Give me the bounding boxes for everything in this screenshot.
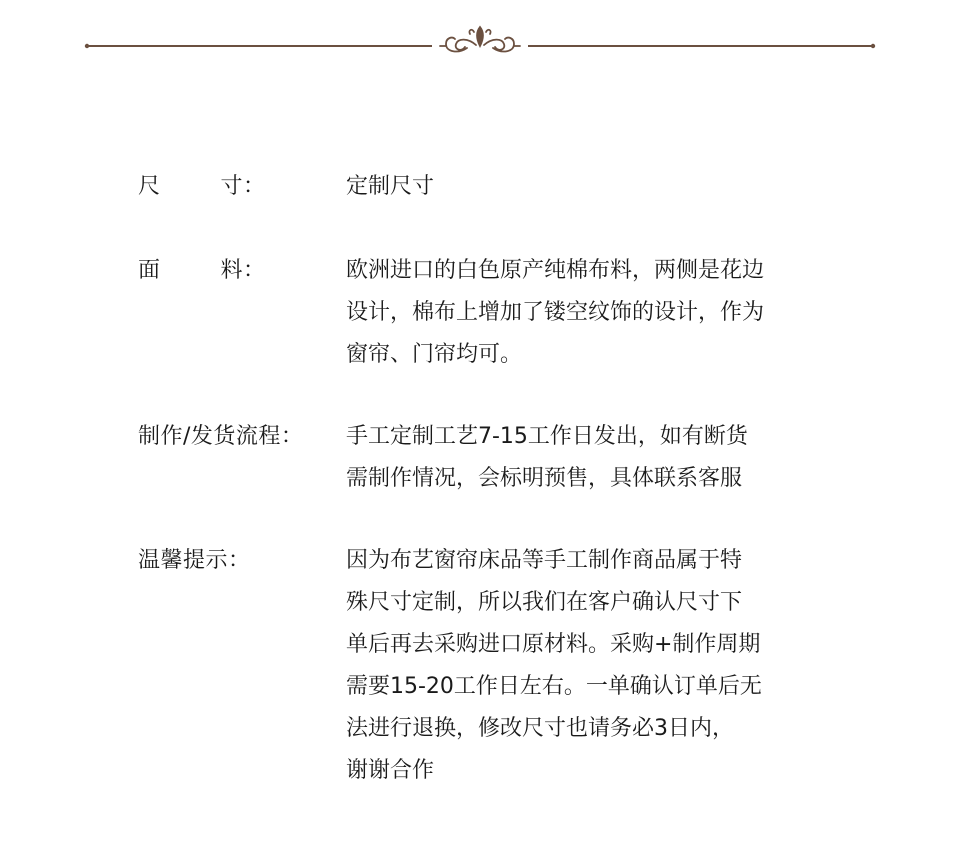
ornamental-divider (84, 24, 876, 64)
spec-value-line: 殊尺寸定制，所以我们在客户确认尺寸下 (346, 590, 743, 615)
spec-value-line: 法进行退换，修改尺寸也请务必3日内， (346, 716, 734, 741)
flourish-icon (440, 27, 520, 51)
spec-value-process (346, 416, 846, 500)
spec-value-line: 设计，棉布上增加了镂空纹饰的设计，作为 (346, 300, 765, 325)
spec-label-size: 尺 寸： (138, 174, 266, 199)
spec-value-line: 因为布艺窗帘床品等手工制作商品属于特 (346, 548, 743, 573)
spec-value-notice (346, 540, 846, 792)
spec-value-line: 窗帘、门帘均可。 (346, 342, 523, 367)
spec-value-line: 手工定制工艺7-15工作日发出，如有断货 (346, 424, 748, 449)
spec-value-size (346, 166, 846, 208)
spec-value-line: 谢谢合作 (346, 758, 435, 783)
spec-value-line: 定制尺寸 (346, 174, 435, 199)
spec-value-line: 需要15-20工作日左右。一单确认订单后无 (346, 674, 762, 699)
spec-label-notice: 温馨提示： (138, 548, 251, 573)
spec-value-line: 欧洲进口的白色原产纯棉布料，两侧是花边 (346, 258, 765, 283)
spec-label-process: 制作/发货流程： (138, 424, 304, 449)
spec-value-line: 单后再去采购进口原材料。采购+制作周期 (346, 632, 761, 657)
spec-label-fabric: 面 料： (138, 258, 266, 283)
spec-value-fabric (346, 250, 846, 376)
spec-value-line: 需制作情况，会标明预售，具体联系客服 (346, 466, 743, 491)
